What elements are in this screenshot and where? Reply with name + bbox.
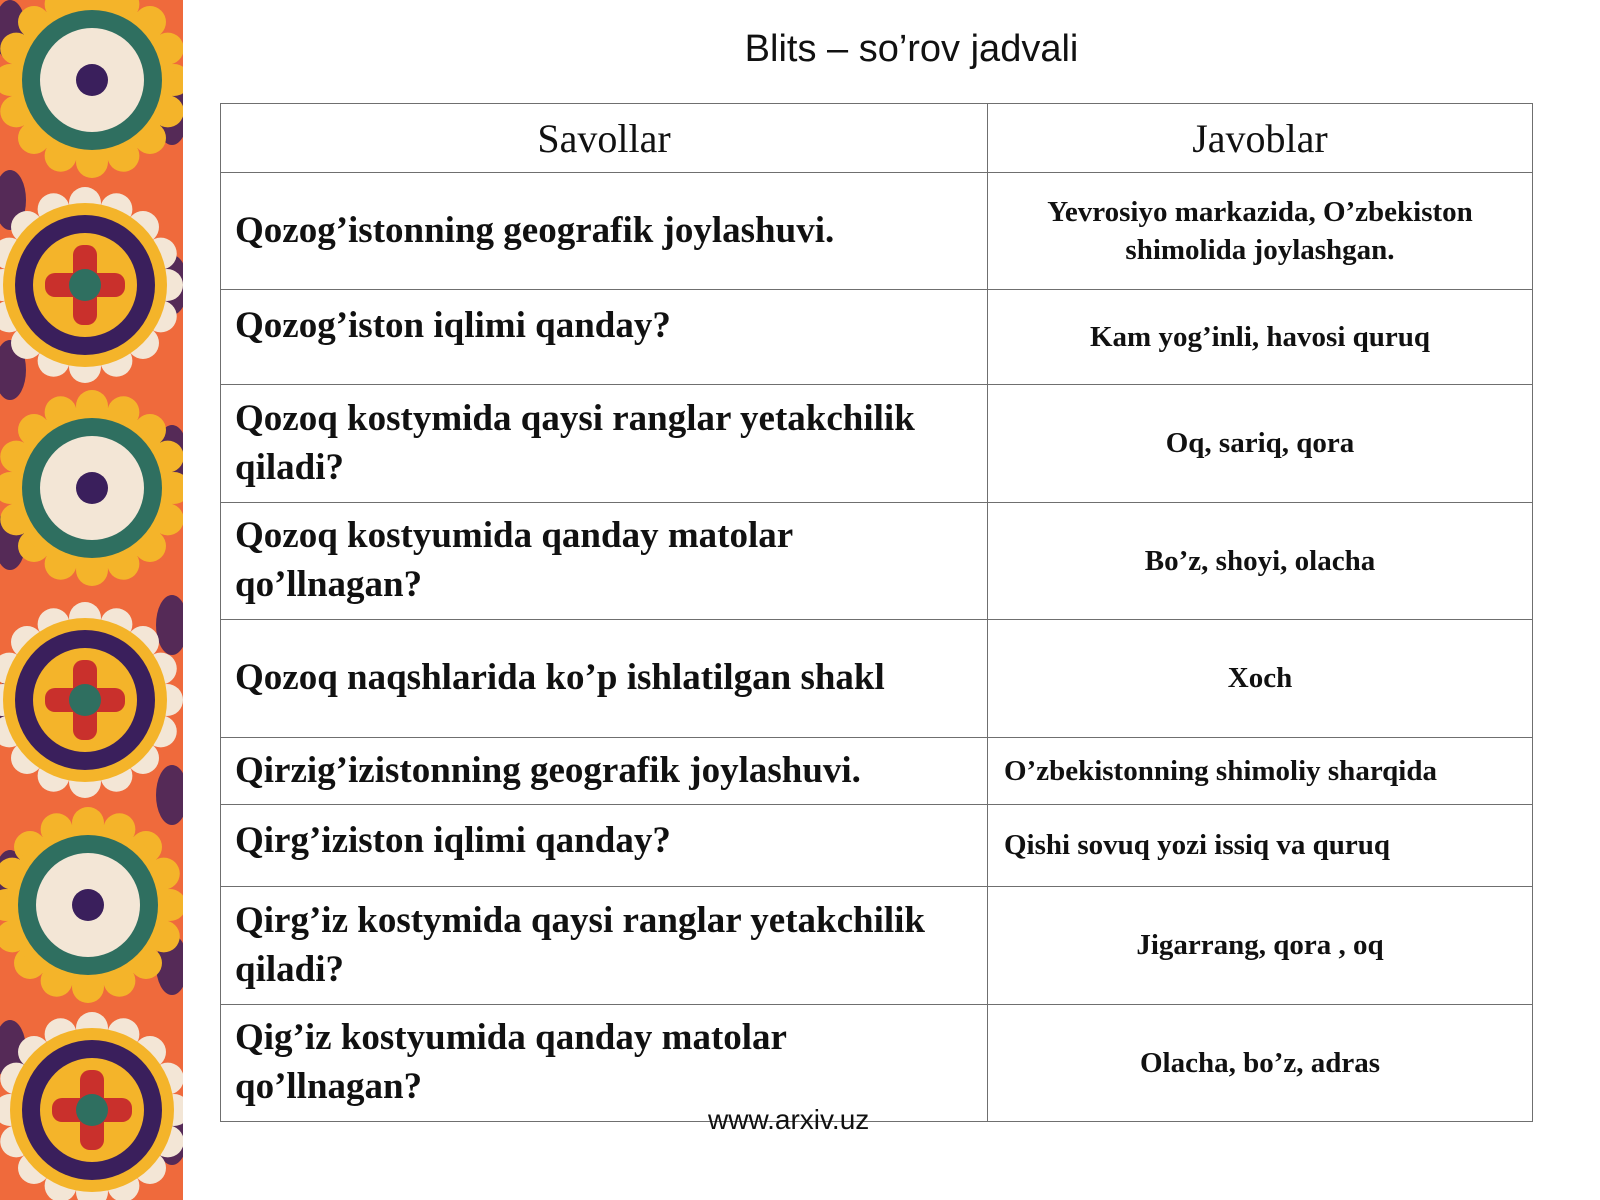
answer-cell: Xoch: [988, 620, 1533, 738]
question-cell: Qozog’istonning geografik joylashuvi.: [221, 173, 988, 290]
table-row: [221, 738, 1533, 805]
answer-cell: Oq, sariq, qora: [988, 385, 1533, 503]
question-cell: Qozoq naqshlarida ko’p ishlatilgan shakl: [221, 620, 988, 738]
suzani-textile-strip: [0, 0, 183, 1200]
answer-cell: Yevrosiyo markazida, O’zbekiston shimolida joylashgan.: [988, 173, 1533, 290]
question-cell: Qirg’iziston iqlimi qanday?: [221, 805, 988, 887]
question-cell: Qozoq kostymida qaysi ranglar yetakchilik qiladi?: [221, 385, 988, 503]
question-cell: Qirg’iz kostymida qaysi ranglar yetakchilik qiladi?: [221, 887, 988, 1005]
answer-cell: Jigarrang, qora , oq: [988, 887, 1533, 1005]
table-row: [221, 503, 1533, 620]
question-cell: Qozoq kostyumida qanday matolar qo’llnagan?: [221, 503, 988, 620]
footer-url: www.arxiv.uz: [708, 1104, 870, 1135]
question-cell: Qirzig’izistonning geografik joylashuvi.: [221, 738, 988, 805]
answer-cell: Olacha, bo’z, adras: [988, 1005, 1533, 1122]
blits-survey-table: [220, 103, 1533, 1122]
table-row: [221, 1005, 1533, 1122]
table-row: [221, 385, 1533, 503]
table-row: [221, 620, 1533, 738]
answer-cell: Kam yog’inli, havosi quruq: [988, 290, 1533, 385]
question-cell: Qig’iz kostyumida qanday matolar qo’llnagan?: [221, 1005, 988, 1122]
table-header-row: [221, 104, 1533, 173]
question-cell: Qozog’iston iqlimi qanday?: [221, 290, 988, 385]
answer-cell: Bo’z, shoyi, olacha: [988, 503, 1533, 620]
suzani-pattern-image: [0, 0, 183, 1200]
table-row: [221, 173, 1533, 290]
answer-cell: Qishi sovuq yozi issiq va quruq: [988, 805, 1533, 887]
answer-cell: O’zbekistonning shimoliy sharqida: [988, 738, 1533, 805]
table-row: [221, 805, 1533, 887]
table-row: [221, 290, 1533, 385]
header-questions: Savollar: [221, 104, 988, 173]
header-answers: Javoblar: [988, 104, 1533, 173]
table-row: [221, 887, 1533, 1005]
slide-title: Blits – so’rov jadvali: [744, 28, 1079, 70]
